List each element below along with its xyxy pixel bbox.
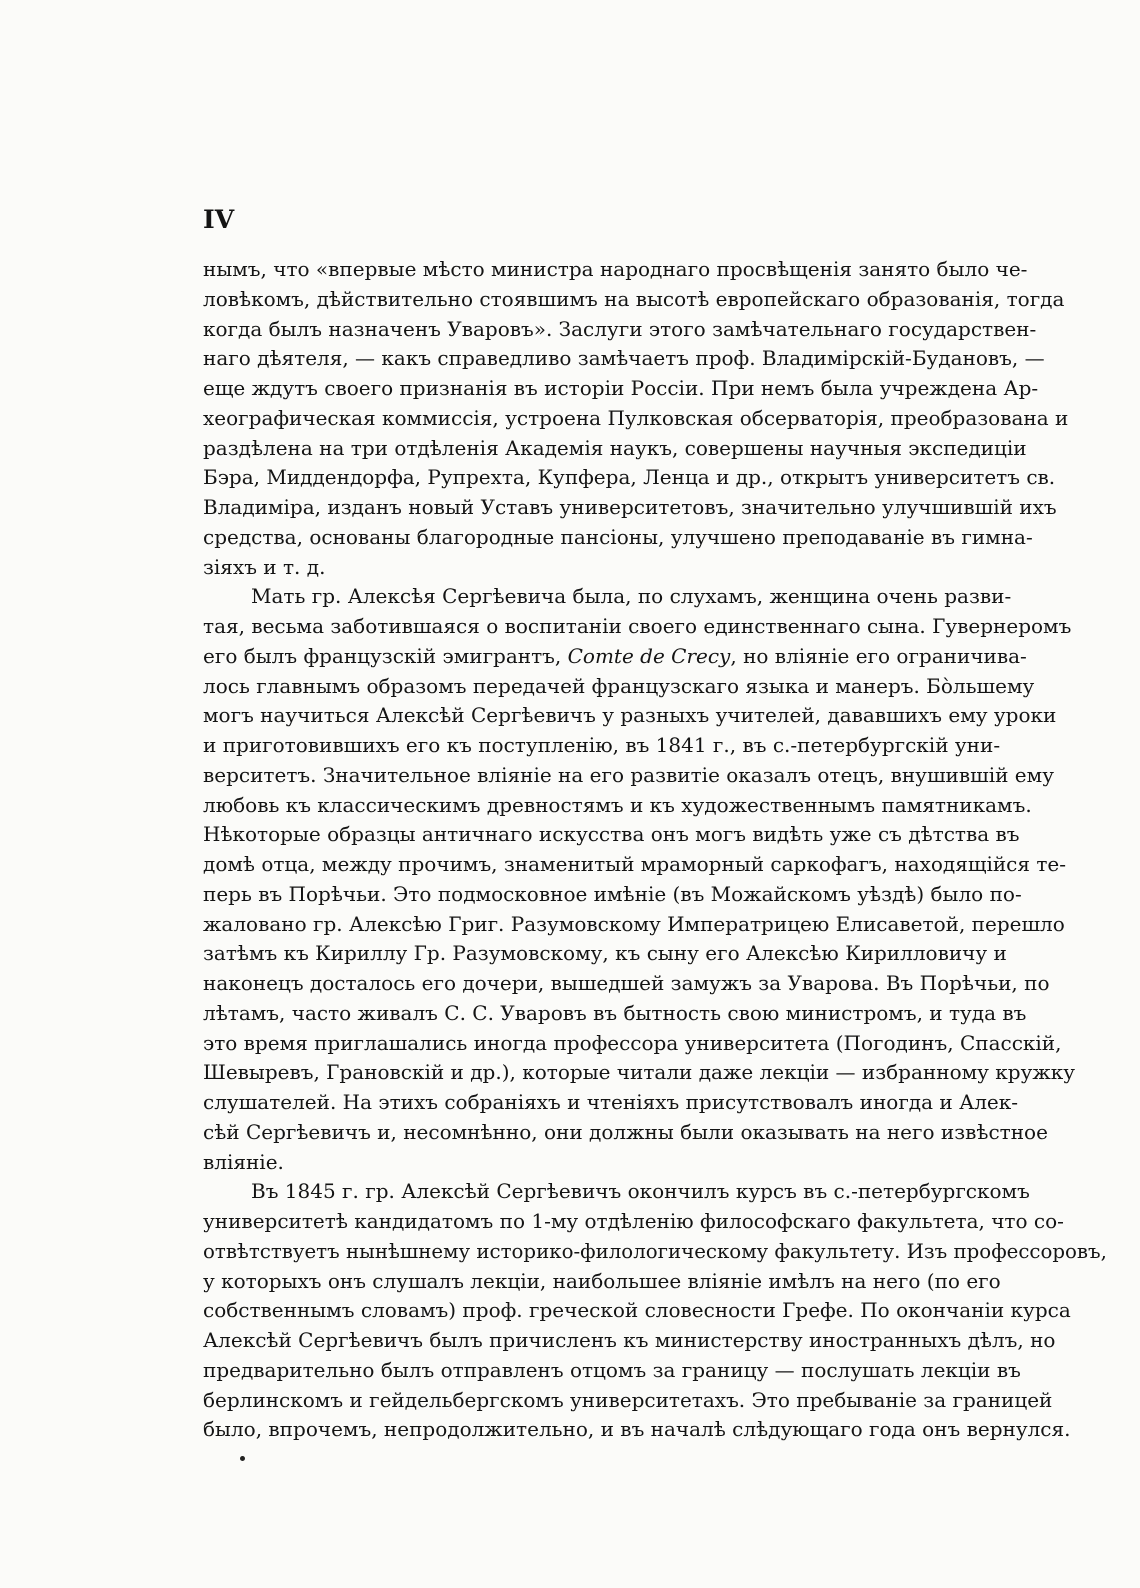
text-line: перь въ Порѣчьи. Это подмосковное имѣніе (въ Можайскомъ уѣздѣ) было по- <box>203 881 1022 906</box>
text-line: затѣмъ къ Кириллу Гр. Разумовскому, къ сыну его Алексѣю Кирилловичу и <box>203 941 1007 966</box>
text-line: предварительно былъ отправленъ отцомъ за границу — послушать лекціи въ <box>203 1357 1021 1382</box>
page-number: IV <box>203 205 235 234</box>
text-line: любовь къ классическимъ древностямъ и къ художественнымъ памятникамъ. <box>203 792 1032 817</box>
text-line: берлинскомъ и гейдельбергскомъ университетахъ. Это пребываніе за границей <box>203 1387 1053 1412</box>
text-line: отвѣтствуетъ нынѣшнему историко-филологическому факультету. Изъ профессоровъ, <box>203 1239 1107 1263</box>
text-line: сѣй Сергѣевичъ и, несомнѣнно, они должны были оказывать на него извѣстное <box>203 1119 1048 1144</box>
text-line: ловѣкомъ, дѣйствительно стоявшимъ на высотѣ европейскаго образованія, тогда <box>203 286 1065 311</box>
text-line: собственнымъ словамъ) проф. греческой словесности Грефе. По окончаніи курса <box>203 1298 1071 1323</box>
text-line: домѣ отца, между прочимъ, знаменитый мраморный саркофагъ, находящійся те- <box>203 852 1067 876</box>
paragraph <box>203 1177 1107 1445</box>
text-line: зіяхъ и т. д. <box>203 554 326 579</box>
text-line: вліяніе. <box>203 1149 284 1174</box>
text-line: нымъ, что «впервые мѣсто министра народнаго просвѣщенія занято было че- <box>203 257 1028 281</box>
text-line: средства, основаны благородные пансіоны, улучшено преподаваніе въ гимна- <box>203 524 1033 549</box>
text-line: лѣтамъ, часто живалъ С. С. Уваровъ въ бытность свою министромъ, и туда въ <box>203 1000 1027 1025</box>
text-line: и приготовившихъ его къ поступленію, въ 1841 г., въ с.-петербургскій уни- <box>203 733 1001 757</box>
paragraph <box>203 255 1069 582</box>
text-line: Мать гр. Алексѣя Сергѣевича была, по слухамъ, женщина очень разви- <box>251 584 1012 609</box>
ink-dot-mark <box>240 1456 245 1461</box>
text-line: когда былъ назначенъ Уваровъ». Заслуги этого замѣчательнаго государствен- <box>203 316 1037 341</box>
text-line: лось главнымъ образомъ передачей французскаго языка и манеръ. Бо̀льшему <box>203 673 1035 698</box>
text-line: его былъ французскій эмигрантъ, Comte de Crecy, но вліяніе его ограничива- <box>203 643 1027 668</box>
text-line: Въ 1845 г. гр. Алексѣй Сергѣевичъ окончилъ курсъ въ с.-петербургскомъ <box>251 1179 1030 1204</box>
text-line: слушателей. На этихъ собраніяхъ и чтеніяхъ присутствовалъ иногда и Алек- <box>203 1090 1019 1114</box>
text-line: Алексѣй Сергѣевичъ былъ причисленъ къ министерству иностранныхъ дѣлъ, но <box>203 1328 1056 1352</box>
text-line: у которыхъ онъ слушалъ лекціи, наибольшее вліяніе имѣлъ на него (по его <box>203 1268 1001 1293</box>
text-line: верситетъ. Значительное вліяніе на его развитіе оказалъ отецъ, внушившій ему <box>203 762 1054 787</box>
text-line: раздѣлена на три отдѣленія Академія наукъ, совершены научныя экспедиціи <box>203 435 1027 460</box>
body-text <box>203 255 1107 1445</box>
text-line: тая, весьма заботившаяся о воспитаніи своего единственнаго сына. Гувернеромъ <box>203 614 1072 638</box>
text-line: Бэра, Миддендорфа, Рупрехта, Купфера, Ленца и др., открытъ университетъ св. <box>203 465 1056 490</box>
text-line: университетѣ кандидатомъ по 1-му отдѣленію философскаго факультета, что со- <box>203 1209 1064 1233</box>
text-line: Нѣкоторые образцы античнаго искусства онъ могъ видѣть уже съ дѣтства въ <box>203 822 1020 847</box>
text-line: могъ научиться Алексѣй Сергѣевичъ у разныхъ учителей, дававшихъ ему уроки <box>203 703 1057 728</box>
italic-name: Comte de Crecy <box>567 643 731 668</box>
text-line: наго дѣятеля, — какъ справедливо замѣчаетъ проф. Владимірскій-Будановъ, — <box>203 346 1045 371</box>
text-line: это время приглашались иногда профессора университета (Погодинъ, Спасскій, <box>203 1030 1062 1055</box>
paragraph <box>203 582 1076 1177</box>
text-line: жаловано гр. Алексѣю Григ. Разумовскому Императрицею Елисаветой, перешло <box>203 911 1065 936</box>
text-line: Владиміра, изданъ новый Уставъ университетовъ, значительно улучшившій ихъ <box>203 495 1057 519</box>
text-line: хеографическая коммиссія, устроена Пулковская обсерваторія, преобразована и <box>203 405 1069 430</box>
text-line: Шевыревъ, Грановскій и др.), которые читали даже лекціи — избранному кружку <box>203 1060 1076 1085</box>
text-line: было, впрочемъ, непродолжительно, и въ началѣ слѣдующаго года онъ вернулся. <box>203 1417 1071 1442</box>
text-line: еще ждутъ своего признанія въ исторіи Россіи. При немъ была учреждена Ар- <box>203 376 1039 400</box>
text-line: наконецъ досталось его дочери, вышедшей замужъ за Уварова. Въ Порѣчьи, по <box>203 971 1050 995</box>
